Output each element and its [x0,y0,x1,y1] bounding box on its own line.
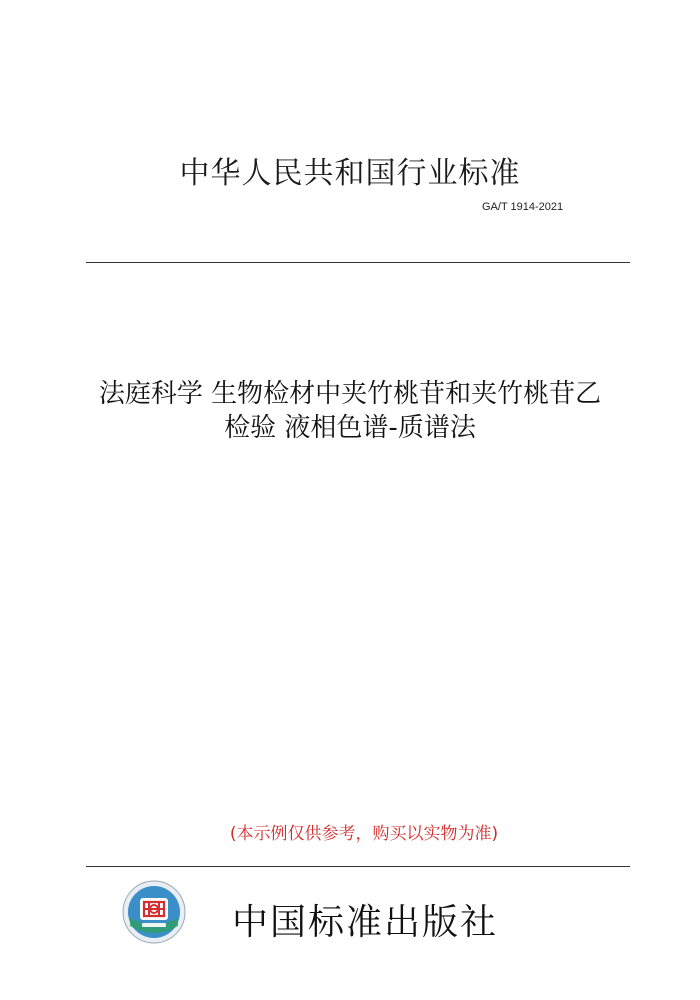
document-title-line-1: 法庭科学 生物检材中夹竹桃苷和夹竹桃苷乙 [98,379,602,409]
standard-number: GA/T 1914-2021 [482,201,564,213]
publisher-name: 中国标准出版社 [232,902,499,943]
bottom-divider [86,866,630,867]
top-divider [86,262,630,263]
document-title-line-2: 检验 液相色谱-质谱法 [224,413,476,443]
document-title [0,377,700,445]
publisher-seal-icon [122,880,186,944]
sample-notice: (本示例仅供参考，购买以实物为准) [229,824,499,844]
industry-standard-heading: 中华人民共和国行业标准 [179,156,521,191]
